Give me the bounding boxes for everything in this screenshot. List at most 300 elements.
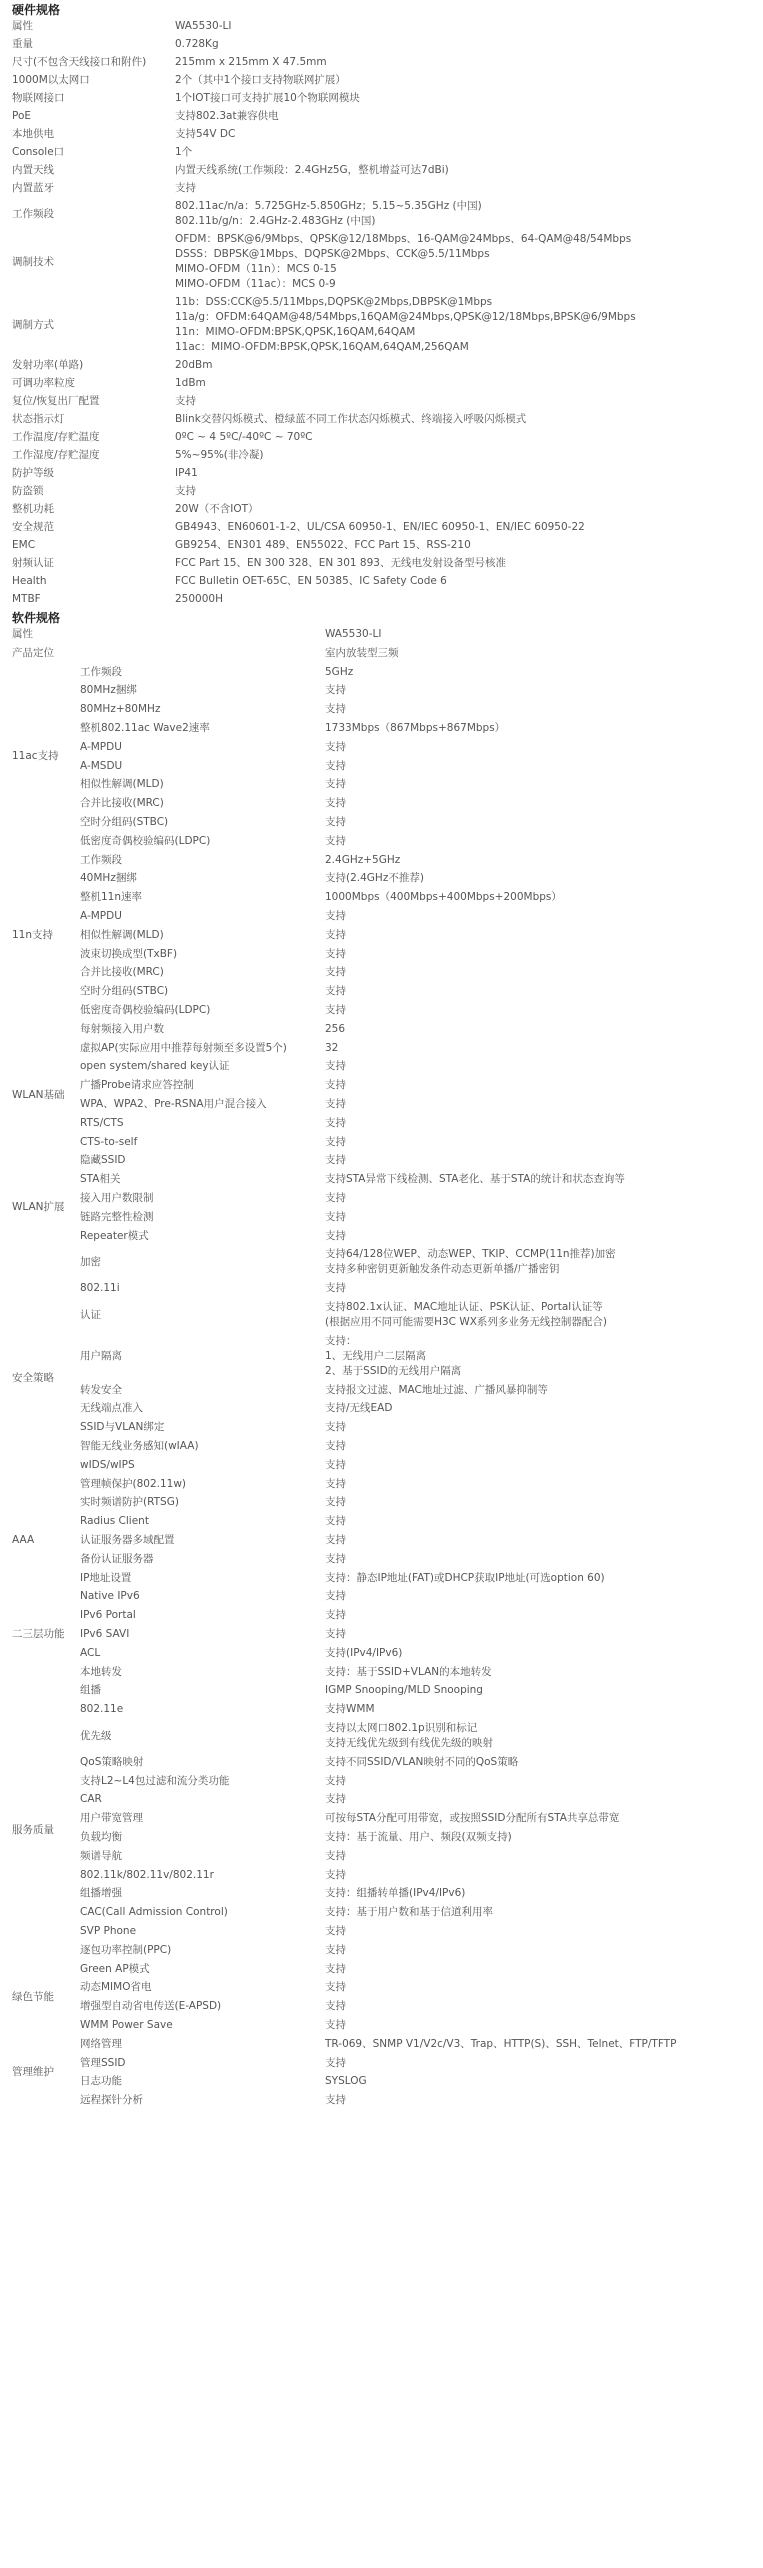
software-spec-row xyxy=(0,1792,763,1807)
hardware-spec-row xyxy=(0,592,763,607)
hardware-spec-value: 2个（其中1个接口支持物联网扩展） xyxy=(175,74,346,86)
software-spec-value: 支持：基于用户数和基于信道利用率 xyxy=(325,1906,493,1919)
hardware-spec-row xyxy=(0,199,763,229)
software-spec-value: 支持 xyxy=(325,947,346,960)
software-spec-row xyxy=(0,1608,763,1623)
software-spec-value: 支持 xyxy=(325,1477,346,1490)
software-spec-value: 支持：组播转单播(IPv4/IPv6) xyxy=(325,1887,466,1900)
software-spec-label: 远程探针分析 xyxy=(80,2094,143,2107)
software-spec-value: 支持 xyxy=(325,1116,346,1129)
software-spec-value: 支持报文过滤、MAC地址过滤、广播风暴抑制等 xyxy=(325,1383,548,1396)
software-spec-label: 隐藏SSID xyxy=(80,1154,126,1167)
software-spec-label: 动态MIMO省电 xyxy=(80,1981,152,1994)
software-spec-value: 支持 xyxy=(325,1154,346,1167)
software-spec-label: 管理SSID xyxy=(80,2056,126,2069)
software-spec-row xyxy=(0,2074,763,2089)
hardware-spec-row xyxy=(0,127,763,142)
software-spec-value: 支持 xyxy=(325,1515,346,1528)
hardware-spec-value: 支持54V DC xyxy=(175,128,236,140)
software-spec-label: IPv6 Portal xyxy=(80,1609,136,1622)
software-spec-row xyxy=(0,1059,763,1074)
software-spec-label: Radius Client xyxy=(80,1515,149,1528)
software-spec-row xyxy=(0,759,763,774)
hardware-spec-value: 0.728Kg xyxy=(175,38,219,50)
hardware-spec-label: 工作频段 xyxy=(12,207,54,220)
hardware-spec-label: 工作湿度/存贮湿度 xyxy=(12,449,100,461)
software-header-row-label: 属性 xyxy=(12,628,33,640)
software-header-row-value: WA5530-LI xyxy=(325,628,382,640)
software-spec-value: 支持多种密钥更新触发条件动态更新单播/广播密钥 xyxy=(325,1263,560,1276)
software-spec-row xyxy=(0,777,763,792)
software-spec-label: A-MSDU xyxy=(80,759,123,772)
software-spec-label: 用户带宽管理 xyxy=(80,1812,143,1825)
software-spec-label: 频谱导航 xyxy=(80,1849,122,1862)
software-spec-value: 支持 xyxy=(325,740,346,753)
hardware-spec-row xyxy=(0,181,763,196)
hardware-spec-row xyxy=(0,430,763,445)
software-spec-value: 可按每STA分配可用带宽，或按照SSID分配所有STA共享总带宽 xyxy=(325,1812,620,1825)
software-spec-label: ACL xyxy=(80,1646,101,1659)
software-group-name: 管理维护 xyxy=(12,2066,54,2078)
hardware-spec-value: 0ºC ~ 4 5ºC/-40ºC ~ 70ºC xyxy=(175,431,313,443)
software-spec-row xyxy=(0,721,763,736)
hardware-spec-row xyxy=(0,538,763,553)
software-spec-label: IP地址设置 xyxy=(80,1571,132,1584)
software-spec-row xyxy=(0,1172,763,1187)
software-spec-label: 日志功能 xyxy=(80,2075,122,2088)
hardware-spec-label: 调制方式 xyxy=(12,318,54,331)
software-spec-label: 链路完整性检测 xyxy=(80,1210,154,1223)
software-spec-value: 支持 xyxy=(325,966,346,979)
software-spec-value: 支持 xyxy=(325,1552,346,1565)
hardware-spec-label: 可调功率粒度 xyxy=(12,377,75,389)
hardware-spec-label: 本地供电 xyxy=(12,128,54,140)
software-spec-value: 支持 xyxy=(325,1098,346,1110)
software-spec-value: 支持：静态IP地址(FAT)或DHCP获取IP地址(可选option 60) xyxy=(325,1571,605,1584)
software-spec-label: RTS/CTS xyxy=(80,1116,124,1129)
software-spec-row xyxy=(0,1191,763,1206)
software-spec-label: 本地转发 xyxy=(80,1665,122,1678)
software-spec-row xyxy=(0,853,763,868)
hardware-spec-label: 发射功率(单路) xyxy=(12,359,84,371)
software-spec-value: 支持 xyxy=(325,1609,346,1622)
software-spec-value: 支持 xyxy=(325,684,346,697)
hardware-spec-row xyxy=(0,232,763,292)
software-spec-label: 负载均衡 xyxy=(80,1831,122,1843)
software-spec-label: SSID与VLAN绑定 xyxy=(80,1421,165,1434)
software-spec-row xyxy=(0,1886,763,1901)
software-spec-value: 支持 xyxy=(325,703,346,716)
hardware-spec-label: 工作温度/存贮温度 xyxy=(12,431,100,443)
hardware-spec-value: FCC Part 15、EN 300 328、EN 301 893、无线电发射设备型号核准 xyxy=(175,557,506,569)
software-spec-label: 认证服务器多域配置 xyxy=(80,1534,175,1546)
software-spec-label: 实时频谱防护(RTSG) xyxy=(80,1496,179,1509)
hardware-spec-label: 防护等级 xyxy=(12,467,54,479)
hardware-spec-row xyxy=(0,91,763,106)
software-spec-value: 支持 xyxy=(325,797,346,810)
hardware-spec-value: WA5530-LI xyxy=(175,20,232,32)
software-spec-row xyxy=(0,1962,763,1977)
software-spec-label: 加密 xyxy=(80,1255,101,1268)
software-spec-row xyxy=(0,1830,763,1845)
hardware-spec-value: MIMO-OFDM（11ac）：MCS 0-9 xyxy=(175,278,336,290)
hardware-spec-row xyxy=(0,19,763,34)
hardware-spec-label: EMC xyxy=(12,539,36,551)
hardware-spec-label: 调制技术 xyxy=(12,255,54,268)
software-spec-label: 网络管理 xyxy=(80,2037,122,2050)
software-spec-row xyxy=(0,1683,763,1698)
software-spec-row xyxy=(0,1589,763,1604)
hardware-spec-row xyxy=(0,448,763,463)
software-spec-row xyxy=(0,965,763,980)
software-spec-label: 空时分组码(STBC) xyxy=(80,985,169,998)
software-spec-value: 支持 xyxy=(325,1981,346,1994)
software-spec-value: 支持 xyxy=(325,2056,346,2069)
hardware-spec-row xyxy=(0,412,763,427)
software-spec-value: 支持STA异常下线检测、STA老化、基于STA的统计和状态查询等 xyxy=(325,1173,625,1186)
software-spec-value: IGMP Snooping/MLD Snooping xyxy=(325,1684,483,1697)
software-spec-value: 支持64/128位WEP、动态WEP、TKIP、CCMP(11n推荐)加密 xyxy=(325,1248,616,1261)
hardware-spec-value: DSSS：DBPSK@1Mbps、DQPSK@2Mbps、CCK@5.5/11Mbps xyxy=(175,248,490,260)
software-spec-label: Repeater模式 xyxy=(80,1229,149,1242)
software-spec-value: 支持以太网口802.1p识别和标记 xyxy=(325,1722,478,1734)
software-spec-label: 广播Probe请求应答控制 xyxy=(80,1079,194,1092)
software-spec-row xyxy=(0,1924,763,1939)
hardware-spec-row xyxy=(0,556,763,571)
software-spec-value: 支持无线优先级到有线优先级的映射 xyxy=(325,1737,493,1749)
hardware-spec-row xyxy=(0,295,763,355)
hardware-spec-value: 802.11b/g/n：2.4GHz-2.483GHz (中国) xyxy=(175,215,376,227)
software-spec-row xyxy=(0,1627,763,1642)
software-spec-label: Green AP模式 xyxy=(80,1962,150,1975)
software-group-name: WLAN基础 xyxy=(12,1088,65,1101)
software-spec-row xyxy=(0,740,763,755)
software-spec-value: 1、无线用户二层隔离 xyxy=(325,1349,427,1362)
hardware-spec-value: 250000H xyxy=(175,593,223,605)
hardware-spec-label: 尺寸(不包含天线接口和附件) xyxy=(12,56,147,68)
software-spec-row xyxy=(0,2056,763,2071)
software-spec-label: 相似性解调(MLD) xyxy=(80,928,164,941)
hardware-spec-value: 5%~95%(非冷凝) xyxy=(175,449,264,461)
hardware-spec-row xyxy=(0,520,763,535)
software-spec-row xyxy=(0,2037,763,2052)
software-spec-label: 802.11i xyxy=(80,1282,120,1295)
software-spec-label: 802.11k/802.11v/802.11r xyxy=(80,1868,214,1881)
software-header-row xyxy=(0,627,763,642)
software-spec-label: 相似性解调(MLD) xyxy=(80,778,164,791)
software-spec-row xyxy=(0,1905,763,1920)
hardware-section-title: 硬件规格 xyxy=(12,3,61,17)
software-spec-label: STA相关 xyxy=(80,1173,121,1186)
software-spec-label: A-MPDU xyxy=(80,910,122,922)
software-spec-value: 支持 xyxy=(325,1925,346,1937)
software-spec-label: 工作频段 xyxy=(80,853,122,866)
software-spec-value: 2、基于SSID的无线用户隔离 xyxy=(325,1364,462,1377)
software-spec-row xyxy=(0,1721,763,1751)
software-spec-row xyxy=(0,665,763,680)
software-spec-label: QoS策略映射 xyxy=(80,1755,144,1768)
software-spec-label: open system/shared key认证 xyxy=(80,1060,230,1073)
software-spec-row xyxy=(0,909,763,924)
hardware-spec-value: 1个 xyxy=(175,146,193,158)
software-spec-value: 支持 xyxy=(325,1590,346,1603)
software-spec-value: 支持 xyxy=(325,910,346,922)
software-spec-row xyxy=(0,1210,763,1225)
software-spec-value: 支持 xyxy=(325,1496,346,1509)
software-positioning-row xyxy=(0,646,763,661)
software-spec-row xyxy=(0,1281,763,1296)
software-spec-row xyxy=(0,1533,763,1548)
hardware-spec-value: 11b：DSS:CCK@5.5/11Mbps,DQPSK@2Mbps,DBPSK@1Mbps xyxy=(175,296,493,308)
software-spec-row xyxy=(0,928,763,943)
software-spec-value: 5GHz xyxy=(325,665,354,678)
software-spec-value: 支持 xyxy=(325,2019,346,2031)
software-spec-row xyxy=(0,1135,763,1150)
software-spec-row xyxy=(0,1755,763,1770)
hardware-spec-label: 状态指示灯 xyxy=(12,413,65,425)
software-spec-label: 组播增强 xyxy=(80,1887,122,1900)
software-group-name: 11n支持 xyxy=(12,928,54,941)
hardware-spec-value: GB9254、EN301 489、EN55022、FCC Part 15、RSS-210 xyxy=(175,539,471,551)
software-spec-label: 转发安全 xyxy=(80,1383,122,1396)
hardware-spec-label: Console口 xyxy=(12,146,65,158)
software-spec-value: 支持不同SSID/VLAN映射不同的QoS策略 xyxy=(325,1755,519,1768)
software-spec-value: 支持 xyxy=(325,759,346,772)
software-spec-row xyxy=(0,984,763,999)
software-spec-label: 逐包功率控制(PPC) xyxy=(80,1943,172,1956)
software-spec-label: 用户隔离 xyxy=(80,1349,122,1362)
software-spec-value: 支持 xyxy=(325,985,346,998)
hardware-spec-value: 11a/g：OFDM:64QAM@48/54Mbps,16QAM@24Mbps,QPSK@12/18Mbps,BPSK@6/9Mbps xyxy=(175,311,636,323)
software-spec-label: 整机802.11ac Wave2速率 xyxy=(80,722,210,734)
software-spec-row xyxy=(0,1383,763,1398)
software-spec-row xyxy=(0,1943,763,1958)
software-spec-label: 管理帧保护(802.11w) xyxy=(80,1477,187,1490)
hardware-spec-row xyxy=(0,55,763,70)
software-spec-row xyxy=(0,834,763,849)
software-spec-row xyxy=(0,1041,763,1056)
software-spec-row xyxy=(0,1229,763,1244)
software-spec-row xyxy=(0,1003,763,1018)
software-spec-row xyxy=(0,1439,763,1454)
software-spec-label: 接入用户数限制 xyxy=(80,1192,154,1204)
software-spec-value: 支持 xyxy=(325,1079,346,1092)
software-spec-label: 备份认证服务器 xyxy=(80,1552,154,1565)
software-group-name: AAA xyxy=(12,1534,35,1546)
software-section-title: 软件规格 xyxy=(12,611,61,625)
software-spec-value: 支持 xyxy=(325,1421,346,1434)
software-spec-value: 支持：基于SSID+VLAN的本地转发 xyxy=(325,1665,492,1678)
software-spec-label: 80MHz捆绑 xyxy=(80,684,137,697)
hardware-spec-row xyxy=(0,574,763,589)
software-spec-label: 合并比接收(MRC) xyxy=(80,966,164,979)
hardware-spec-row xyxy=(0,466,763,481)
hardware-spec-value: Blink交替闪烁模式、橙绿蓝不同工作状态闪烁模式、终端接入呼吸闪烁模式 xyxy=(175,413,527,425)
software-spec-value: 支持(2.4GHz不推荐) xyxy=(325,872,424,885)
software-spec-label: WMM Power Save xyxy=(80,2019,173,2031)
software-spec-label: 智能无线业务感知(wIAA) xyxy=(80,1440,199,1452)
software-spec-label: CAC(Call Admission Control) xyxy=(80,1906,228,1919)
hardware-spec-value: 215mm x 215mm X 47.5mm xyxy=(175,56,327,68)
hardware-spec-label: PoE xyxy=(12,110,32,122)
software-spec-label: 40MHz捆绑 xyxy=(80,872,137,885)
software-spec-value: 支持WMM xyxy=(325,1703,375,1716)
software-spec-label: CAR xyxy=(80,1793,102,1806)
software-spec-row xyxy=(0,1774,763,1789)
software-group-name: 11ac支持 xyxy=(12,750,59,763)
software-spec-value: 支持 xyxy=(325,816,346,828)
hardware-spec-row xyxy=(0,376,763,391)
hardware-spec-row xyxy=(0,73,763,88)
software-spec-row xyxy=(0,1646,763,1661)
software-spec-row xyxy=(0,2093,763,2108)
software-spec-row xyxy=(0,2018,763,2033)
hardware-spec-value: OFDM：BPSK@6/9Mbps、QPSK@12/18Mbps、16-QAM@24Mbps、64-QAM@48/54Mbps xyxy=(175,233,632,245)
hardware-spec-value: 11n：MIMO-OFDM:BPSK,QPSK,16QAM,64QAM xyxy=(175,326,416,338)
software-spec-row xyxy=(0,1849,763,1864)
software-spec-value: 支持/无线EAD xyxy=(325,1402,393,1415)
software-spec-row xyxy=(0,1078,763,1093)
software-spec-row xyxy=(0,1334,763,1379)
software-spec-value: 2.4GHz+5GHz xyxy=(325,853,401,866)
hardware-spec-value: 11ac：MIMO-OFDM:BPSK,QPSK,16QAM,64QAM,256QAM xyxy=(175,341,469,353)
software-spec-label: 低密度奇偶校验编码(LDPC) xyxy=(80,834,211,847)
software-spec-value: 支持 xyxy=(325,1628,346,1640)
software-spec-row xyxy=(0,1022,763,1037)
software-spec-row xyxy=(0,890,763,905)
hardware-spec-value: 支持 xyxy=(175,395,196,407)
hardware-spec-value: 802.11ac/n/a：5.725GHz-5.850GHz；5.15~5.35GHz (中国) xyxy=(175,200,482,212)
hardware-spec-value: IP41 xyxy=(175,467,198,479)
software-spec-label: 波束切换成型(TxBF) xyxy=(80,947,178,960)
software-spec-row xyxy=(0,1665,763,1680)
software-spec-row xyxy=(0,947,763,962)
software-spec-row xyxy=(0,1495,763,1510)
software-spec-label: 空时分组码(STBC) xyxy=(80,816,169,828)
software-spec-row xyxy=(0,1401,763,1416)
hardware-spec-row xyxy=(0,37,763,52)
software-spec-value: 支持 xyxy=(325,1229,346,1242)
software-spec-value: 支持 xyxy=(325,834,346,847)
software-spec-label: 合并比接收(MRC) xyxy=(80,797,164,810)
software-spec-value: 支持(IPv4/IPv6) xyxy=(325,1646,403,1659)
software-spec-label: 支持L2~L4包过滤和流分类功能 xyxy=(80,1774,230,1787)
software-spec-label: WPA、WPA2、Pre-RSNA用户混合接入 xyxy=(80,1098,267,1110)
software-spec-row xyxy=(0,1571,763,1586)
software-spec-row xyxy=(0,1980,763,1995)
hardware-spec-label: 内置天线 xyxy=(12,164,54,176)
hardware-spec-value: 内置天线系统(工作频段：2.4GHz5G，整机增益可达7dBi) xyxy=(175,164,449,176)
hardware-spec-label: 属性 xyxy=(12,20,33,32)
software-spec-value: 支持 xyxy=(325,928,346,941)
software-spec-value: (根据应用不同可能需要H3C WX系列多业务无线控制器配合) xyxy=(325,1316,608,1328)
hardware-spec-label: 整机功耗 xyxy=(12,503,54,515)
software-spec-value: 32 xyxy=(325,1041,339,1054)
software-group-name: WLAN扩展 xyxy=(12,1201,65,1214)
software-positioning-row-value: 室内放装型三频 xyxy=(325,646,399,659)
software-spec-value: 支持 xyxy=(325,1943,346,1956)
software-group-name: 绿色节能 xyxy=(12,1990,54,2003)
software-spec-label: CTS-to-self xyxy=(80,1135,138,1148)
hardware-spec-row xyxy=(0,358,763,373)
software-spec-value: 支持 xyxy=(325,1458,346,1471)
software-spec-value: 支持 xyxy=(325,1793,346,1806)
software-spec-value: 支持： xyxy=(325,1334,357,1347)
software-spec-label: SVP Phone xyxy=(80,1925,137,1937)
software-spec-row xyxy=(0,796,763,811)
hardware-spec-row xyxy=(0,394,763,409)
hardware-spec-label: 安全规范 xyxy=(12,521,54,533)
software-spec-row xyxy=(0,1116,763,1131)
hardware-spec-label: 射频认证 xyxy=(12,557,54,569)
hardware-spec-value: 20dBm xyxy=(175,359,213,371)
software-spec-label: A-MPDU xyxy=(80,740,122,753)
software-spec-value: 支持 xyxy=(325,778,346,791)
hardware-spec-label: Health xyxy=(12,575,47,587)
software-spec-label: 低密度奇偶校验编码(LDPC) xyxy=(80,1004,211,1016)
software-spec-value: 1000Mbps（400Mbps+400Mbps+200Mbps） xyxy=(325,891,562,904)
software-spec-row xyxy=(0,815,763,830)
hardware-spec-value: FCC Bulletin OET-65C、EN 50385、IC Safety Code 6 xyxy=(175,575,447,587)
software-spec-value: 支持 xyxy=(325,1849,346,1862)
software-spec-row xyxy=(0,1458,763,1473)
hardware-spec-value: 1个IOT接口可支持扩展10个物联网模块 xyxy=(175,92,360,104)
software-spec-label: 80MHz+80MHz xyxy=(80,703,161,716)
hardware-spec-value: GB4943、EN60601-1-2、UL/CSA 60950-1、EN/IEC 60950-1、EN/IEC 60950-22 xyxy=(175,521,585,533)
software-spec-row xyxy=(0,871,763,886)
software-spec-row xyxy=(0,1514,763,1529)
software-spec-value: 支持 xyxy=(325,1534,346,1546)
software-spec-row xyxy=(0,1247,763,1277)
software-spec-row xyxy=(0,1477,763,1492)
hardware-spec-value: 20W（不含IOT） xyxy=(175,503,259,515)
hardware-spec-label: MTBF xyxy=(12,593,41,605)
software-spec-value: 支持 xyxy=(325,1135,346,1148)
software-spec-label: 工作频段 xyxy=(80,665,122,678)
software-spec-value: 支持 xyxy=(325,2000,346,2013)
software-spec-label: IPv6 SAVI xyxy=(80,1628,130,1640)
software-positioning-row-label: 产品定位 xyxy=(12,646,54,659)
software-spec-value: 支持 xyxy=(325,1774,346,1787)
software-spec-row xyxy=(0,1153,763,1168)
software-spec-label: 优先级 xyxy=(80,1729,112,1742)
software-spec-label: wIDS/wIPS xyxy=(80,1458,135,1471)
software-spec-label: 增强型自动省电传送(E-APSD) xyxy=(80,2000,222,2013)
hardware-spec-row xyxy=(0,502,763,517)
software-spec-row xyxy=(0,702,763,717)
software-spec-label: 每射频接入用户数 xyxy=(80,1022,164,1035)
software-spec-value: 支持 xyxy=(325,2094,346,2107)
software-group-name: 二三层功能 xyxy=(12,1628,65,1640)
hardware-spec-value: 支持 xyxy=(175,485,196,497)
hardware-spec-row xyxy=(0,163,763,178)
software-group-name: 安全策略 xyxy=(12,1372,54,1385)
software-spec-value: 支持：基于流量、用户、频段(双频支持) xyxy=(325,1831,512,1843)
software-spec-label: 组播 xyxy=(80,1684,101,1697)
software-spec-value: 支持 xyxy=(325,1962,346,1975)
software-spec-row xyxy=(0,1552,763,1567)
software-group-name: 服务质量 xyxy=(12,1823,54,1836)
software-spec-row xyxy=(0,1420,763,1435)
hardware-spec-label: 内置蓝牙 xyxy=(12,182,54,194)
software-spec-label: 802.11e xyxy=(80,1703,124,1716)
software-spec-row xyxy=(0,1999,763,2014)
hardware-spec-row xyxy=(0,484,763,499)
software-spec-row xyxy=(0,1300,763,1330)
hardware-spec-row xyxy=(0,145,763,160)
software-spec-label: 虚拟AP(实际应用中推荐每射频至多设置5个) xyxy=(80,1041,287,1054)
software-spec-value: 支持 xyxy=(325,1868,346,1881)
